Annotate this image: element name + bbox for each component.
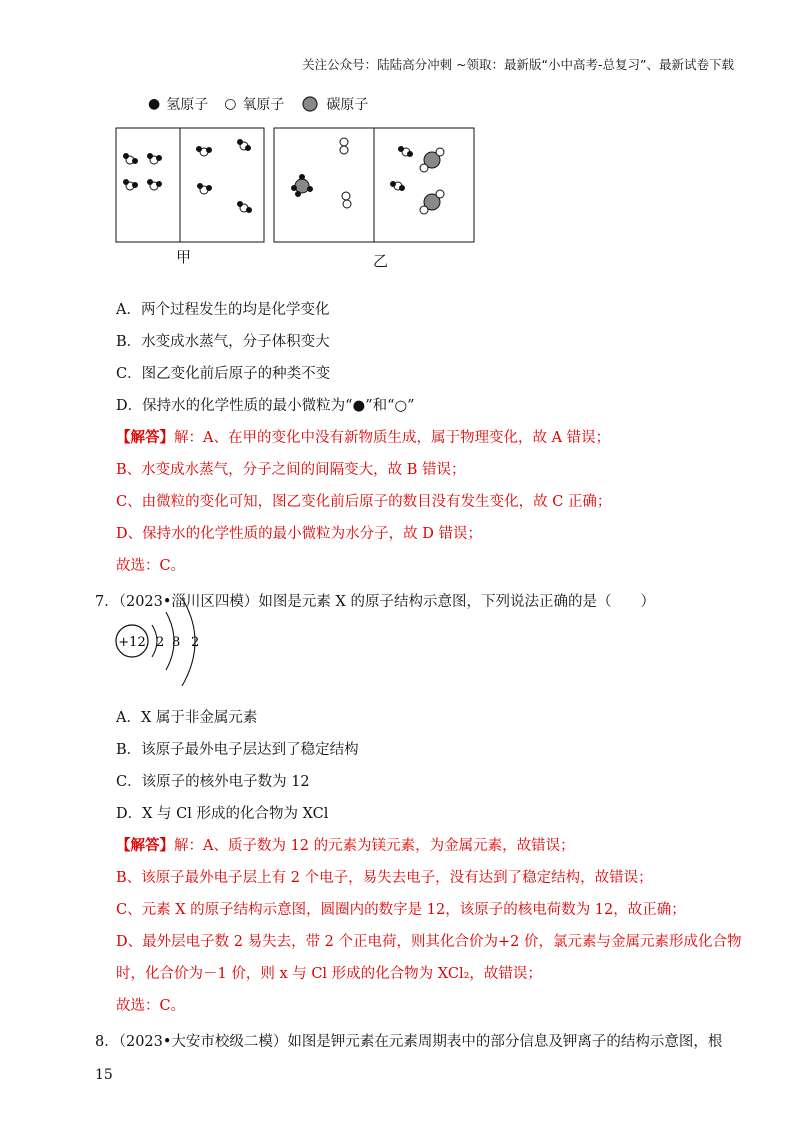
q7-answer-line-2: B、该原子最外电子层上有 2 个电子，易失去电子，没有达到了稳定结构，故错误； [116,870,653,886]
page-header: 关注公众号：陆陆高分冲刺 ~领取：最新版“小中高考-总复习”、最新试卷下载 [302,57,734,72]
label-yi: 乙 [373,252,389,270]
hydrogen-dot-icon: ● [148,96,161,112]
legend [148,94,368,114]
q7-stem: 7．（2023•淄川区四模）如图是元素 X 的原子结构示意图，下列说法正确的是（ ） [95,594,655,610]
q6-answer-line-4: D、保持水的化学性质的最小微粒为水分子，故 D 错误； [116,526,482,542]
q6-answer-line-1 [116,426,610,447]
q7-option-a: A．X 属于非金属元素 [116,710,258,726]
q7-option-b: B．该原子最外电子层达到了稳定结构 [116,742,359,758]
shell-1-count: 2 [156,635,165,650]
molecule-diagram [112,124,482,248]
legend-oxygen: 氧原子 [242,97,285,113]
page-number: 15 [95,1067,113,1083]
q6-option-b: B．水变成水蒸气，分子体积变大 [116,334,330,350]
q6-answer-line-5: 故选：C。 [116,558,186,574]
q6-answer-line-3: C、由微粒的变化可知，图乙变化前后原子的数目没有发生变化，故 C 正确； [116,494,612,510]
q7-answer-text-1: 解：A、质子数为 12 的元素为镁元素，为金属元素，故错误； [174,838,575,854]
q7-answer-line-1 [116,834,575,855]
q7-answer-line-4: D、最外层电子数 2 易失去，带 2 个正电荷，则其化合价为+2 价，氯元素与金属元素形成化合物 [116,934,742,950]
q6-answer-line-2: B、水变成水蒸气，分子之间的间隔变大，故 B 错误； [116,462,466,478]
q8-stem: 8．（2023•大安市校级二模）如图是钾元素在元素周期表中的部分信息及钾离子的结构示意图，根 [95,1034,723,1050]
oxygen-circle-icon: ○ [224,96,237,112]
q6-option-c: C．图乙变化前后原子的种类不变 [116,366,331,382]
q7-answer-line-6: 故选：C。 [116,998,186,1014]
shell-3-count: 2 [191,635,200,650]
atom-structure-diagram [112,590,222,692]
q7-option-d: D．X 与 Cl 形成的化合物为 XCl [116,806,329,822]
q6-answer-tag: 【解答】 [116,429,174,446]
q6-option-a: A．两个过程发生的均是化学变化 [116,302,330,318]
q7-answer-line-5: 时，化合价为－1 价，则 x 与 Cl 形成的化合物为 XCl₂，故错误； [116,966,542,982]
q6-answer-text-1: 解：A、在甲的变化中没有新物质生成，属于物理变化，故 A 错误； [174,430,611,446]
nucleus-label: +12 [118,635,146,650]
q7-option-c: C．该原子的核外电子数为 12 [116,774,310,790]
shell-2-count: 8 [172,635,181,650]
legend-hydrogen: 氢原子 [166,97,209,113]
carbon-circle-icon [300,95,320,113]
label-jia: 甲 [176,248,192,266]
q7-answer-tag: 【解答】 [116,837,174,854]
q7-answer-line-3: C、元素 X 的原子结构示意图，圆圈内的数字是 12，该原子的核电荷数为 12，故正确； [116,902,686,918]
q6-option-d: D．保持水的化学性质的最小微粒为“●”和“○” [116,398,415,414]
legend-carbon: 碳原子 [326,97,369,113]
